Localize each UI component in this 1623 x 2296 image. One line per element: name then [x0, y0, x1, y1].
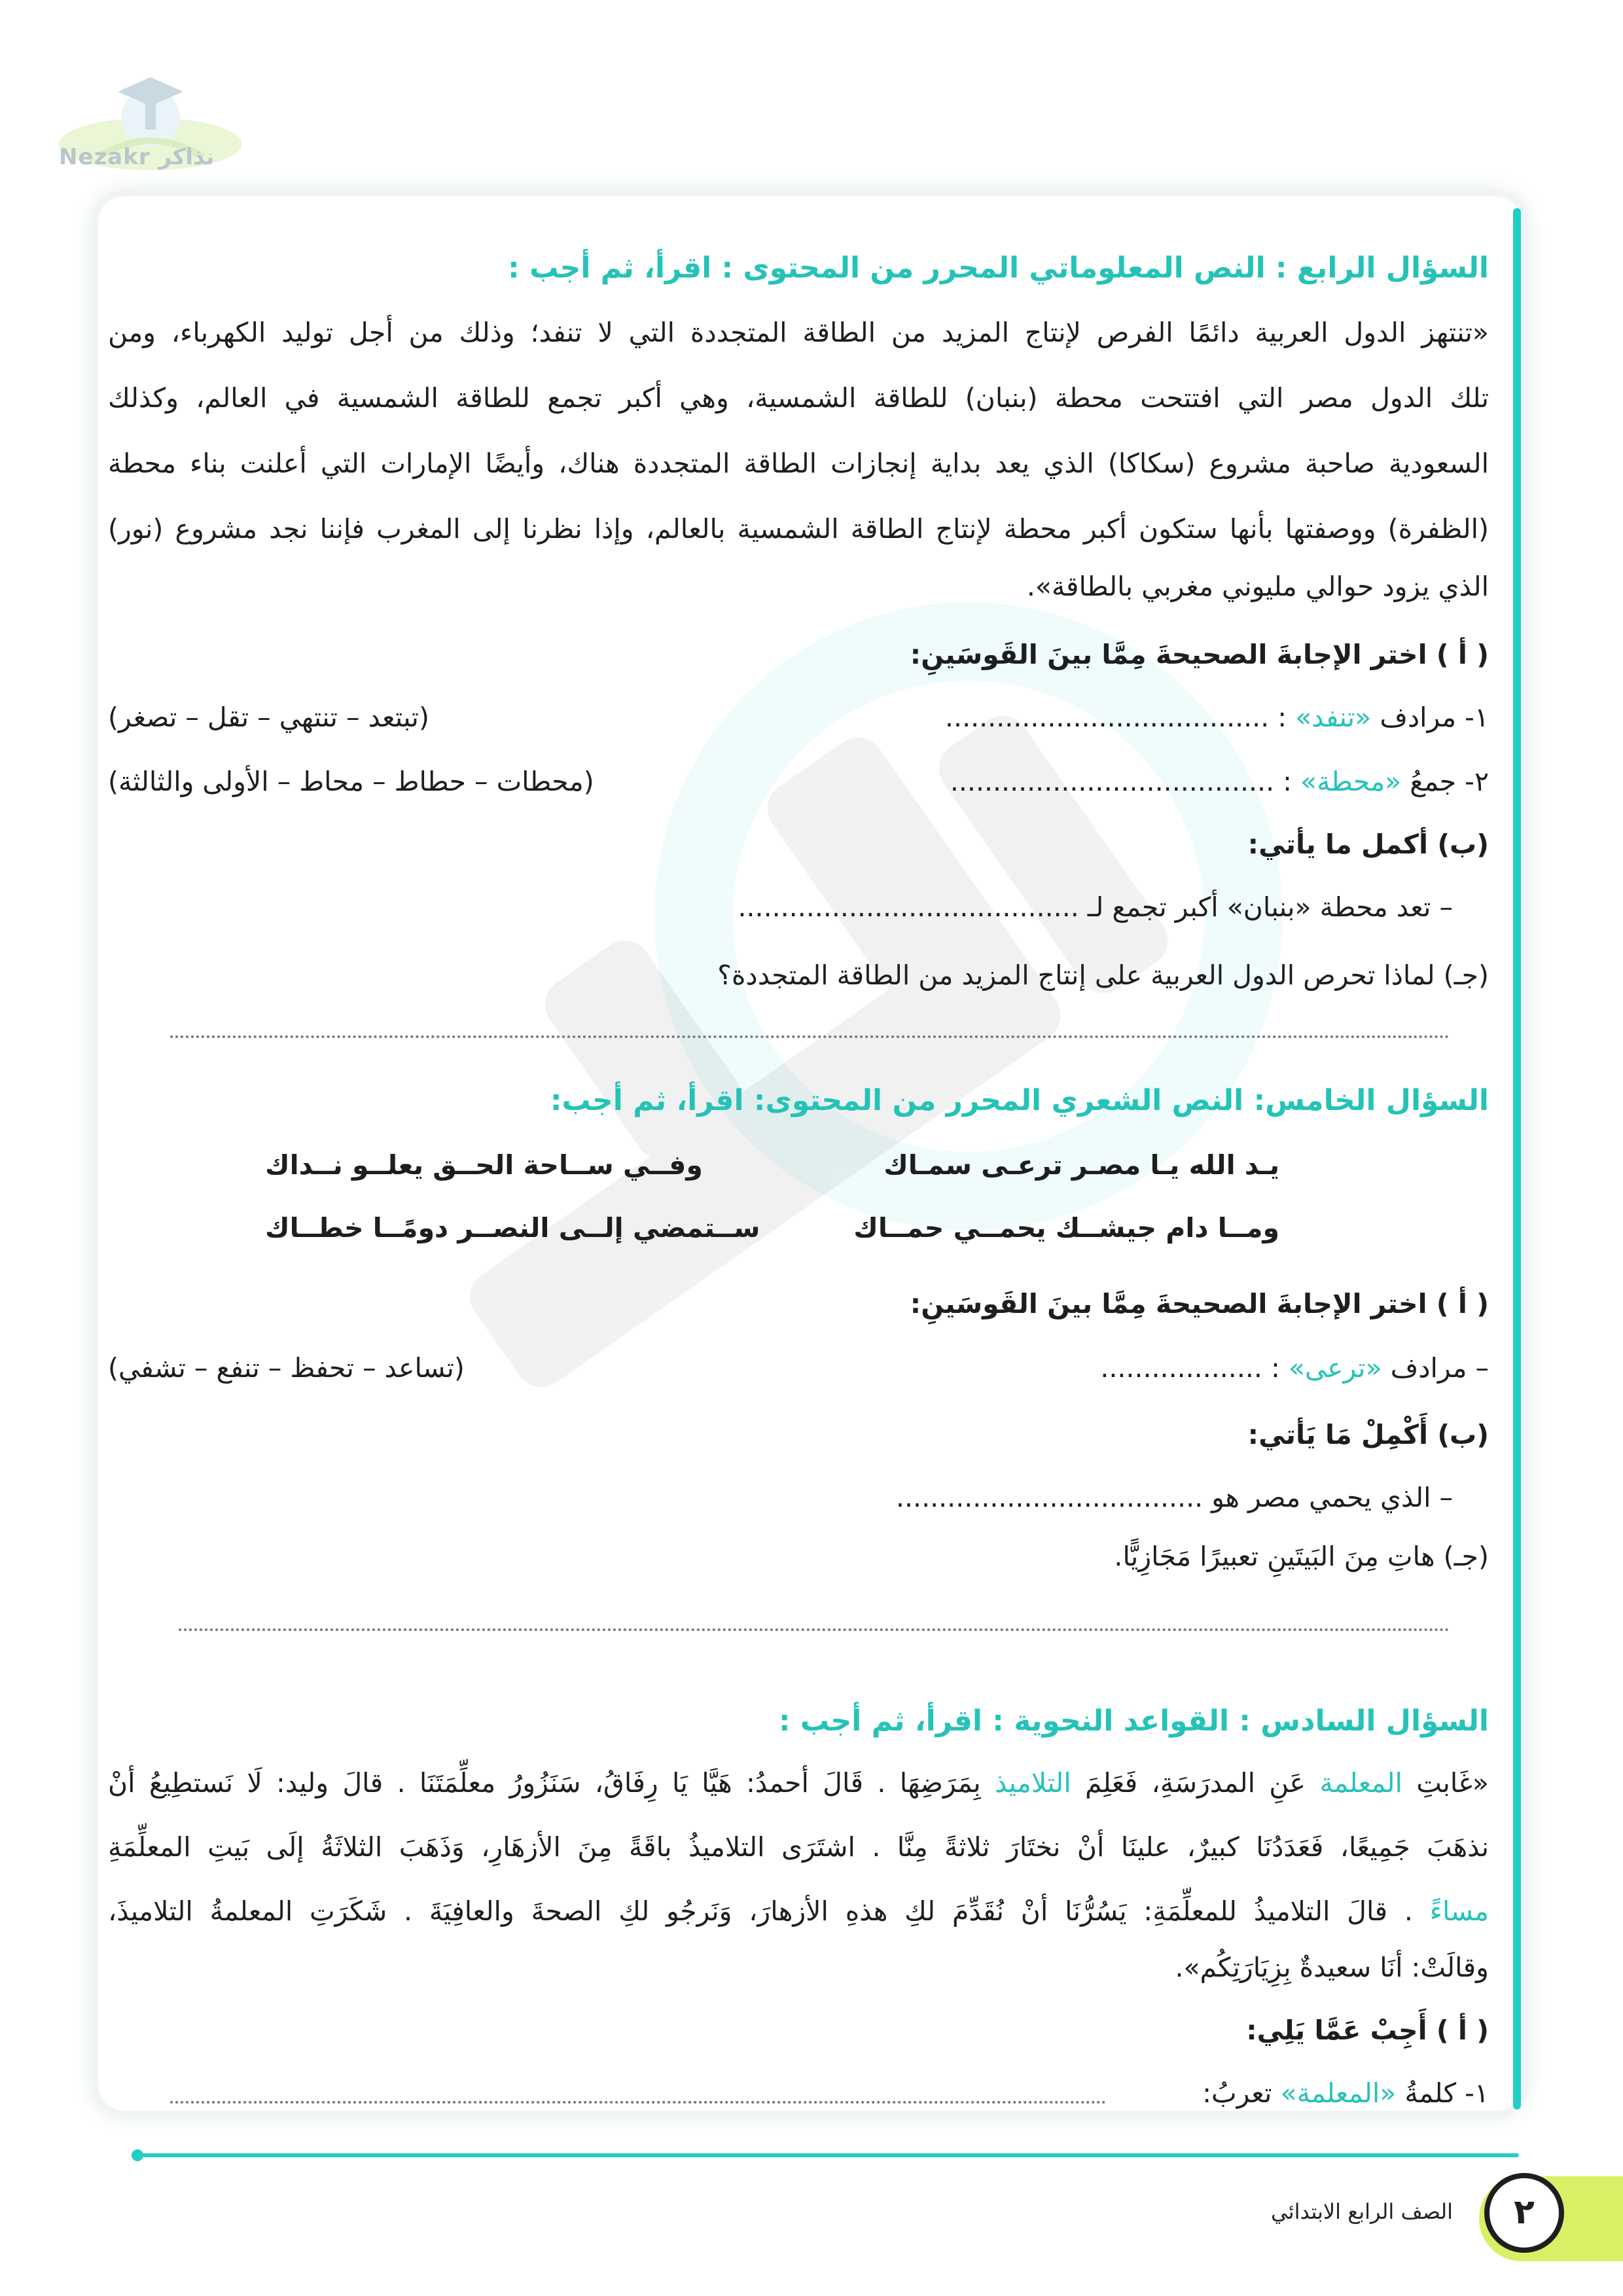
q4-a2-prefix: ٢- جمعُ [1410, 766, 1489, 797]
q6-passage-line-4: وقالَتْ: أنَا سعيدةٌ بِزِيَارَتِكُم». [1175, 1952, 1489, 1983]
q6-passage-line-3 [108, 1892, 1489, 1931]
q6-line1-middle: عَنِ المدرَسَةِ، فَعَلِمَ [1084, 1767, 1306, 1799]
q6-a1-row [108, 2073, 1489, 2113]
q4-paragraph-line-5: الذي يزود حوالي مليوني مغربي بالطاقة». [1026, 571, 1489, 602]
q4-a1-prefix: ١- مرادف [1380, 702, 1489, 733]
q4-part-a-label: ( أ ) اختر الإجابةَ الصحيحةَ مِمَّا بينَ القَوسَينِ: [910, 639, 1489, 670]
q6-a1-prefix: ١- كلمةُ [1404, 2077, 1489, 2109]
q6-a1-answer-line[interactable] [170, 2101, 1106, 2104]
q4-paragraph-line-1: «تنتهز الدول العربية دائمًا الفرص لإنتاج المزيد من الطاقة المتجددة التي لا تنفد؛ وذلك من أجل توليد الكهرباء، ومن [108, 317, 1489, 348]
page-number: ٢ [1484, 2173, 1564, 2253]
q4-a2-options: (محطات – حطاط – محاط – الأولى والثالثة) [108, 766, 594, 797]
q5-part-b-label: (ب) أَكْمِلْ مَا يَأتي: [1247, 1419, 1489, 1450]
card-accent-bar [1513, 208, 1521, 2109]
q4-part-c-question: (جـ) لماذا تحرص الدول العربية على إنتاج المزيد من الطاقة المتجددة؟ [717, 960, 1489, 991]
q4-paragraph-line-4: (الظفرة) ووصفتها بأنها ستكون أكبر محطة لإنتاج الطاقة الشمسية بالعالم، وإذا نظرنا إلى المغرب فإننا نجد مشروع (نور) [108, 513, 1489, 545]
q6-line1-end: بِمَرَضِهَا . قَالَ أحمدُ: هَيَّا يَا رِفَاقُ، سَنَزُورُ معلِّمَتَنَا . قالَ وليد: لَا نَستطِيعُ أنْ [108, 1767, 981, 1799]
q5-verse2-second-hemistich: ســتمضي إلــى النصــر دومًــا خطــاك [265, 1212, 760, 1244]
q6-line3-rest: . قالَ التلاميذُ للمعلِّمَةِ: يَسُرُّنَا أنْ نُقَدِّمَ لكِ هذهِ الأزهارَ، وَنَرجُو لكِ الصحةَ والعافِيَةَ . شَكَرَتِ المعلمةُ التلاميذَ، [108, 1895, 1413, 1927]
q5-part-a-label: ( أ ) اختر الإجابةَ الصحيحةَ مِمَّا بينَ القَوسَينِ: [910, 1288, 1489, 1319]
q4-part-b-label: (ب) أكمل ما يأتي: [1247, 829, 1489, 860]
q5-verse1-first-hemistich: يـد الله يـا مصـر ترعـى سمـاك [883, 1149, 1279, 1181]
q6-a1-word: «المعلمة» [1280, 2077, 1397, 2109]
q5-heading: السؤال الخامس: النص الشعري المحرر من المحتوى: اقرأ، ثم أجب: [550, 1084, 1489, 1117]
q4-a1-blank[interactable]: : ...................................... [945, 702, 1287, 733]
q4-a2-word: «محطة» [1300, 766, 1402, 797]
q6-part-a-label: ( أ ) أَجِبْ عَمَّا يَلِي: [1246, 2015, 1489, 2046]
q6-line1-highlight-teacher: المعلمة [1319, 1767, 1402, 1799]
q5-part-c-question: (جـ) هاتِ مِنَ البَيتَينِ تعبيرًا مَجَازِيًّا. [1114, 1541, 1489, 1572]
q5-a1-word: «ترعى» [1288, 1352, 1382, 1384]
q6-line1-start: «غَابتِ [1416, 1767, 1489, 1799]
q4-c-answer-line[interactable] [170, 1035, 1450, 1038]
q4-a2-blank[interactable]: : ...................................... [950, 766, 1292, 797]
q5-a1-options: (تساعد – تحفظ – تنفع – تشفي) [108, 1352, 465, 1384]
q4-b1-item[interactable]: – تعد محطة «بنبان» أكبر تجمع لـ ........................................ [738, 891, 1453, 923]
footer-grade-label: الصف الرابع الابتدائي [1271, 2199, 1453, 2224]
q4-a1-row [108, 698, 1489, 737]
q4-paragraph-line-3: السعودية صاحبة مشروع (سكاكا) الذي يعد بداية إنجازات الطاقة المتجددة هناك، وأيضًا الإمارات التي أعلنت بناء محطة [108, 448, 1489, 479]
q5-verse2-first-hemistich: ومــا دام جيشــك يحمــي حمــاك [853, 1212, 1279, 1244]
q5-c-answer-line[interactable] [179, 1628, 1450, 1631]
q5-a1-prefix: – مرادف [1390, 1352, 1489, 1384]
q5-a1-blank[interactable]: : ................... [1100, 1352, 1280, 1384]
q6-passage-line-2: نذهَبَ جَمِيعًا، فَعَدَدُنَا كبيرٌ، علينَا أنْ نختَارَ ثلاثةً مِنَّا . اشتَرَى التلاميذُ باقَةً مِنَ الأزهَارِ، وَذَهَبَ الثلاثَةُ إلَى بَيتِ المعلِّمَةِ [108, 1831, 1489, 1863]
q4-a1-word: «تنفد» [1295, 702, 1372, 733]
q6-passage-line-1 [108, 1763, 1489, 1803]
logo-text: Nezakr نذاكر [59, 144, 215, 170]
q5-b1-item[interactable]: – الذي يحمي مصر هو .................................... [895, 1482, 1453, 1513]
q4-a2-row [108, 762, 1489, 801]
q4-heading: السؤال الرابع : النص المعلوماتي المحرر من المحتوى : اقرأ، ثم أجب : [508, 251, 1489, 285]
q4-a1-options: (تبتعد – تنتهي – تقل – تصغر) [108, 702, 429, 733]
card-bottom-dot [132, 2149, 143, 2161]
q4-paragraph-line-2: تلك الدول مصر التي افتتحت محطة (بنبان) للطاقة الشمسية، وهي أكبر تجمع للطاقة الشمسية في العالم، وكذلك [108, 382, 1489, 414]
q5-a1-row [108, 1348, 1489, 1388]
card-bottom-line [137, 2153, 1518, 2157]
q6-line3-highlight-evening: مساءً [1429, 1895, 1489, 1927]
q6-line1-highlight-students: التلاميذ [995, 1767, 1071, 1799]
q6-a1-suffix: تعربُ: [1202, 2077, 1272, 2109]
q5-verse1-second-hemistich: وفــي ســاحة الحــق يعلــو نــداك [265, 1149, 703, 1181]
q6-heading: السؤال السادس : القواعد النحوية : اقرأ، ثم أجب : [778, 1704, 1489, 1738]
